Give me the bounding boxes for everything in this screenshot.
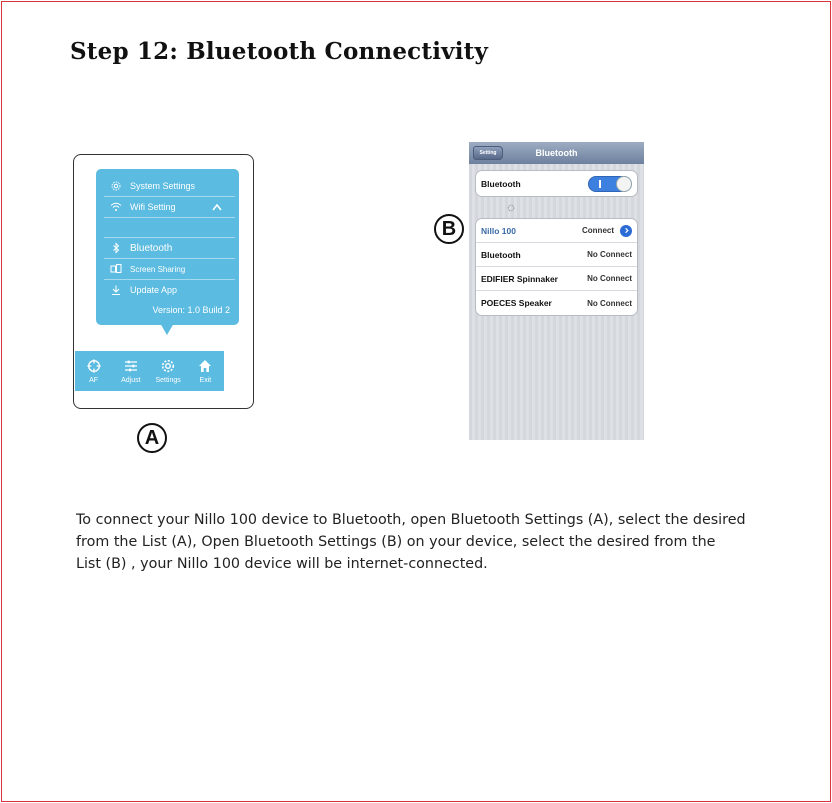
menu-item-label: Wifi Setting (130, 202, 176, 212)
toolbar-label: Settings (155, 377, 181, 384)
menu-item-bluetooth[interactable] (108, 238, 232, 258)
device-status: No Connect (587, 274, 632, 283)
bluetooth-toggle-group (475, 170, 638, 197)
device-row[interactable] (476, 267, 637, 291)
device-status: No Connect (587, 250, 632, 259)
chevron-up-icon[interactable] (212, 203, 222, 211)
step-title: Step 12: Bluetooth Connectivity (70, 38, 489, 65)
toolbar-label: AF (89, 377, 99, 384)
loading-spinner-icon (507, 204, 515, 212)
badge-b: B (434, 214, 464, 244)
device-name: Nillo 100 (481, 225, 516, 236)
phone-bluetooth-screen (469, 142, 644, 440)
instructions-line: List (B) , your Nillo 100 device will be internet-connected. (76, 556, 488, 572)
menu-item-label: Bluetooth (130, 242, 173, 254)
wifi-icon (108, 200, 124, 214)
menu-item-system-settings[interactable] (108, 176, 232, 196)
menu-item-label: System Settings (130, 181, 196, 191)
sliders-icon (123, 358, 139, 374)
device-status: No Connect (587, 298, 632, 308)
device-list (475, 218, 638, 316)
instructions-line: from the List (A), Open Bluetooth Settings (B) on your device, select the desired from the (76, 534, 716, 550)
menu-item-screen-sharing[interactable] (108, 259, 232, 279)
nav-title: Bluetooth (535, 148, 578, 158)
instructions-paragraph (76, 509, 776, 575)
device-name: POECES Speaker (481, 298, 552, 308)
menu-divider (104, 217, 235, 218)
screen-share-icon (108, 262, 124, 276)
bluetooth-toggle-switch[interactable] (588, 176, 632, 192)
toolbar-label: Adjust (121, 377, 141, 384)
home-icon (197, 358, 213, 374)
bluetooth-icon (108, 241, 124, 255)
bluetooth-toggle-row (476, 171, 637, 196)
menu-item-update-app[interactable] (108, 280, 232, 300)
version-label: Version: 1.0 Build 2 (152, 305, 230, 315)
device-status: Connect (582, 226, 614, 235)
device-name: EDIFIER Spinnaker (481, 273, 558, 284)
toggle-knob (616, 176, 632, 192)
badge-a: A (137, 423, 167, 453)
detail-disclosure-icon[interactable] (620, 225, 632, 237)
toolbar-adjust-button[interactable] (112, 351, 149, 391)
gear-icon (108, 179, 124, 193)
toolbar-exit-button[interactable] (187, 351, 224, 391)
bottom-toolbar (75, 351, 224, 391)
menu-pointer (160, 323, 174, 335)
menu-item-label: Screen Sharing (130, 264, 186, 274)
device-row[interactable] (476, 291, 637, 315)
on-mark (599, 180, 601, 188)
instructions-line: To connect your Nillo 100 device to Bluetooth, open Bluetooth Settings (A), select the desired (76, 512, 746, 528)
gear-icon (160, 358, 176, 374)
toolbar-af-button[interactable] (75, 351, 112, 391)
toggle-row-label: Bluetooth (481, 178, 521, 189)
toolbar-label: Exit (199, 377, 212, 384)
back-button[interactable]: Setting (473, 146, 503, 160)
device-row[interactable] (476, 243, 637, 267)
menu-item-label: Update App (130, 285, 178, 295)
device-name: Bluetooth (481, 249, 521, 260)
toolbar-settings-button[interactable] (150, 351, 187, 391)
nav-bar (469, 142, 644, 164)
device-status-group (582, 225, 632, 237)
crosshair-icon (86, 358, 102, 374)
download-icon (108, 283, 124, 297)
device-row[interactable] (476, 219, 637, 243)
